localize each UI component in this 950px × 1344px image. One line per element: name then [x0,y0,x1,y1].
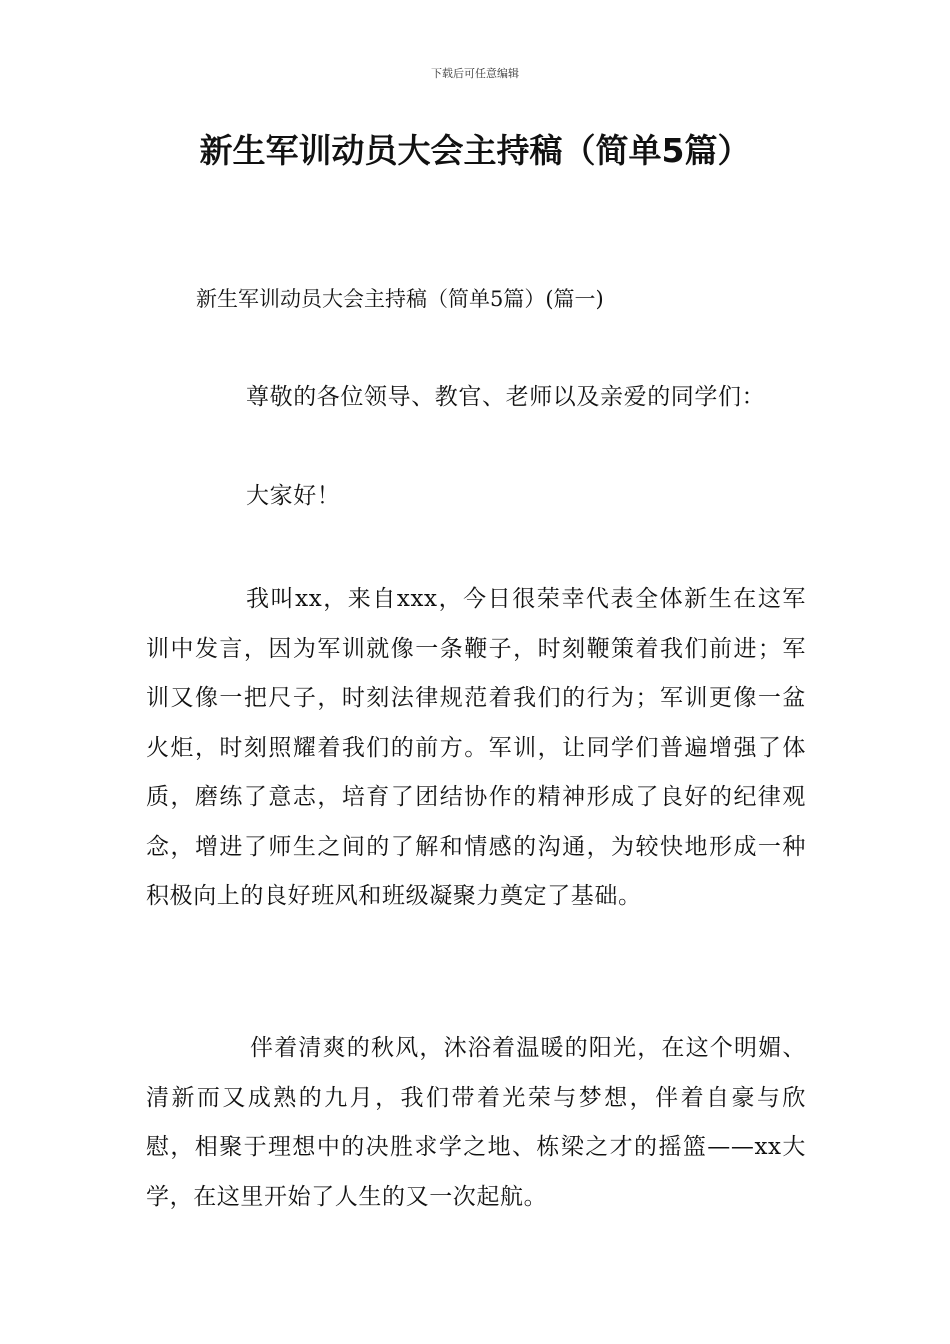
salutation-paragraph: 尊敬的各位领导、教官、老师以及亲爱的同学们： [246,384,766,410]
document-title: 新生军训动员大会主持稿（简单5篇） [199,131,751,170]
body-paragraph-2: 伴着清爽的秋风，沐浴着温暖的阳光，在这个明媚、清新而又成熟的九月，我们带着光荣与梦想，伴着自豪与欣慰，相聚于理想中的决胜求学之地、栋梁之才的摇篮——xx大学，在这里开始了人生的又一次起航。 [146,1035,806,1210]
page-header-note: 下载后可任意编辑 [431,67,519,80]
body-paragraph-1: 我叫xx，来自xxx，今日很荣幸代表全体新生在这军训中发言，因为军训就像一条鞭子，时刻鞭策着我们前进；军训又像一把尺子，时刻法律规范着我们的行为；军训更像一盆火炬，时刻照耀着我们的前方。军训，让同学们普遍增强了体质，磨练了意志，培育了团结协作的精神形成了良好的纪律观念，增进了师生之间的了解和情感的沟通，为较快地形成一种积极向上的良好班风和班级凝聚力奠定了基础。 [146,586,806,909]
section-heading: 新生军训动员大会主持稿（简单5篇）(篇一) [196,287,604,311]
greeting-paragraph: 大家好！ [246,483,341,509]
